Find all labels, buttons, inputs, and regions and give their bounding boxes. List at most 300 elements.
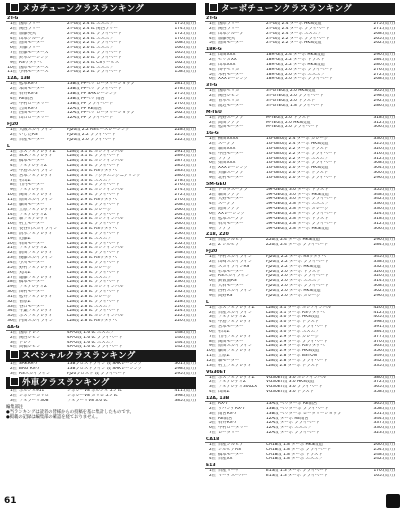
power-value: 160.(馬力)	[174, 65, 196, 70]
rank: 2位	[9, 26, 17, 31]
engine-spec: L28改 2.8 tc ホシノインパル	[67, 217, 124, 222]
engine-section-header: CA18	[205, 437, 395, 443]
driver-name: 野村フェアレディ	[19, 265, 53, 270]
engine-spec: L28改 2.8 tc プライベート	[67, 241, 120, 246]
rank: 7位	[9, 111, 17, 116]
rank: 11位	[7, 198, 17, 202]
power-value: 272.(馬力)	[174, 193, 196, 198]
driver-name: 国際ラリー	[19, 22, 41, 26]
engine-spec: L28改 2.8 tc エスエフ	[67, 304, 112, 309]
power-value: 295.(馬力)	[174, 372, 196, 376]
rank: 1位	[9, 388, 17, 393]
engine-section-header: FJ20	[6, 122, 196, 128]
power-value: 256.(馬力)	[174, 231, 196, 236]
driver-name: XXレーシング	[218, 212, 246, 216]
engine-spec: L28改 2.8 ターボ トラスト	[266, 363, 320, 368]
ranking-row	[205, 104, 395, 109]
engine-spec: 13Bプロストライン 改 SAKレーシング	[67, 367, 143, 372]
driver-name: 大野モーター	[218, 197, 244, 202]
engine-spec: 1G-GEU改 2.0 ターボ トラスト	[266, 171, 329, 176]
engine-spec: L28改 3.1 ターボ RSワタナベ	[266, 310, 325, 315]
driver-name: 加藤英夫	[19, 31, 37, 36]
rank: 8位	[208, 288, 216, 293]
driver-name: RX-7	[218, 402, 228, 406]
engine-spec: FJ20改 2.2 ターボ HKS改造	[266, 264, 321, 269]
driver-name: 北村モーター	[218, 175, 244, 180]
power-value: 240.(馬力)	[174, 270, 196, 275]
rank: 8位	[9, 55, 17, 60]
driver-name: 杉本モーター	[218, 269, 244, 274]
rank: 5位	[9, 101, 17, 106]
engine-spec: 5M-GEU改 2.8 ターボ プライベート	[266, 212, 338, 216]
engine-spec: 12A改 ターボ プライベート	[266, 431, 320, 436]
engine-spec: VG30ET改 3.0 トラスト	[266, 390, 314, 395]
engine-spec: 5M-GEU改 2.8 ターボ ガレージ	[266, 207, 329, 212]
banner-square-icon	[10, 3, 19, 12]
rank: 2位	[9, 393, 17, 398]
driver-name: 石井RX-7	[218, 421, 237, 426]
power-value: 163.(馬力)	[174, 55, 196, 60]
power-value: 271.(馬力)	[373, 26, 395, 31]
rank: 5位	[208, 274, 216, 279]
rank: 2位	[9, 87, 17, 92]
driver-name: 山本XXX	[218, 62, 236, 67]
power-value: 266.(馬力)	[174, 207, 196, 212]
rank: 3位	[9, 159, 17, 164]
ranking-banner	[6, 377, 196, 389]
rank: 12位	[7, 202, 17, 207]
power-value: 276.(馬力)	[373, 67, 395, 72]
power-value: 262.(馬力)	[373, 41, 395, 46]
power-value: 254.(馬力)	[174, 236, 196, 241]
power-value: 222.(馬力)	[174, 137, 196, 142]
driver-name: 宮本モーター	[218, 325, 244, 330]
engine-spec: 12A改 PP RE雨宮	[67, 106, 102, 111]
power-value: 284.(馬力)	[373, 243, 395, 248]
engine-spec: L28改 2.8 tc プライベート	[67, 290, 120, 295]
power-value: 411.(馬力)	[174, 388, 196, 393]
power-value: 228.(馬力)	[174, 128, 196, 133]
engine-spec: 5M-GEU改 2.8 ターボ トラスト	[266, 216, 329, 221]
power-value: 420.(馬力)	[373, 305, 395, 310]
driver-name: ソアラ	[218, 156, 231, 161]
engine-spec: FJ20改 2.0 プライベート	[67, 137, 116, 142]
power-value: 146.(馬力)	[174, 335, 196, 340]
rank: 2位	[9, 154, 17, 159]
rank: 7位	[208, 284, 216, 289]
engine-spec: L28改 2.8 tc ホシノインパル	[67, 285, 124, 290]
rank: 7位	[208, 431, 216, 436]
driver-name: 鈴木レーシング	[19, 55, 49, 60]
engine-spec: 18R-G改 2.4 ターボ HKS改造	[266, 53, 325, 58]
driver-name: 高田ソアラ	[218, 120, 240, 125]
rank: 2位	[208, 243, 216, 248]
power-value: 351.(馬力)	[373, 411, 395, 416]
power-value: 268.(馬力)	[174, 202, 196, 207]
engine-spec: L28改 3.0 tc フジタエンジニアリング	[67, 173, 141, 178]
rank: 1位	[208, 22, 216, 26]
engine-spec: L28改 2.8 tc ホシノインパル	[67, 314, 124, 319]
rank: 3位	[9, 137, 17, 142]
power-value: 258.(馬力)	[174, 227, 196, 232]
engine-spec: 2T-G改 2.0 tc エスエフ	[67, 46, 114, 51]
power-value: 272.(馬力)	[373, 72, 395, 77]
power-value: 275.(馬力)	[174, 91, 196, 96]
power-value: 158.(馬力)	[174, 70, 196, 75]
driver-name: 杉山Z	[218, 329, 230, 334]
rank: 24位	[7, 260, 17, 265]
driver-name: 橋本モーター	[19, 280, 45, 285]
ranking-row	[205, 227, 395, 232]
engine-spec: L28改 3.0 tc RSワタナベ	[67, 168, 117, 173]
driver-name: 山田Z	[218, 390, 230, 395]
ranking-row	[6, 399, 196, 404]
rank: 17位	[7, 227, 17, 232]
engine-spec: 1G-GEU改 2.0 ターボ HKS改造	[266, 166, 329, 171]
engine-spec: L28改 2.8 tc エスエフ	[67, 275, 112, 280]
rank: 2位	[208, 474, 216, 479]
driver-name: 中西モーター	[218, 151, 244, 156]
driver-name: 木村モーター	[218, 72, 244, 77]
power-value: 372.(馬力)	[373, 380, 395, 385]
power-value: 278.(馬力)	[174, 87, 196, 92]
engine-spec: 18R-G改 2.2 ターボ トラスト	[266, 58, 325, 63]
engine-spec: 2T-G改 2.4 tc CSサービス	[67, 60, 120, 65]
page-number: 61	[4, 496, 17, 506]
ranking-row	[6, 319, 196, 324]
engine-spec: 2T-G改 2.4 tc プライベート	[67, 31, 122, 36]
power-value: 330.(馬力)	[373, 207, 395, 212]
driver-name: 佐藤モーターズ	[19, 51, 49, 56]
rank: 20位	[7, 241, 17, 246]
power-value: 248.(馬力)	[174, 251, 196, 256]
rank: 5位	[208, 325, 216, 330]
rank: 4位	[9, 36, 17, 41]
power-value: 162.(馬力)	[174, 60, 196, 65]
rank: 1位	[208, 115, 216, 120]
engine-spec: L28改 3.0 ターボ プライベート	[266, 325, 328, 330]
driver-name: 池田ソアラ	[218, 207, 240, 212]
rank: 16位	[7, 222, 17, 227]
engine-spec: 13Bプロストライン 改 SAKレーシング	[67, 362, 143, 367]
rank: 2位	[208, 94, 216, 99]
engine-section-header: 18R-G	[205, 47, 395, 53]
power-value: 314.(馬力)	[373, 279, 395, 284]
engine-spec: L28改 2.8 tc RSワタナベ	[67, 256, 117, 261]
rank: 1位	[208, 255, 216, 260]
driver-name: 前田フェアレディ	[19, 251, 53, 256]
editor-notes	[6, 405, 196, 420]
engine-spec: L28改 2.8 tc ホシノインパル	[67, 246, 124, 251]
rank: 7位	[9, 51, 17, 56]
power-value: 258.(馬力)	[174, 116, 196, 121]
rank: 6位	[9, 106, 17, 111]
engine-spec: L28改 2.9 ターボ RSワタナベ	[266, 344, 325, 349]
rank: 32位	[7, 299, 17, 304]
engine-spec: シボレーV8 ポルシェ 5.7 tc	[67, 388, 122, 393]
power-value: 332.(馬力)	[373, 264, 395, 269]
driver-name: 日産スカイライン	[218, 310, 253, 315]
power-value: 306.(馬力)	[373, 226, 395, 231]
power-value: 356.(馬力)	[373, 349, 395, 354]
rank: 2位	[208, 142, 216, 147]
power-value: 166.(馬力)	[174, 46, 196, 51]
driver-name: 小林モータース	[19, 70, 49, 75]
power-value: 286.(馬力)	[373, 103, 395, 108]
power-value: 228.(馬力)	[174, 299, 196, 304]
power-value: 268.(馬力)	[373, 77, 395, 82]
engine-spec: 18R-G改 2.0 ターボ エスエフ	[266, 72, 325, 77]
power-value: 278.(馬力)	[174, 178, 196, 183]
power-value: 338.(馬力)	[373, 259, 395, 264]
rank: 27位	[7, 275, 17, 280]
engine-spec: 4A-G改 1.6 tc プライベート	[67, 335, 123, 340]
driver-name: 中島スカイライン	[19, 168, 54, 173]
power-value: 281.(馬力)	[174, 82, 196, 87]
power-value: 272.(馬力)	[174, 96, 196, 101]
engine-section-header: 5M-GEU	[205, 182, 395, 188]
rank: 4位	[9, 164, 17, 169]
engine-spec: 13B改 PPペリ ロータリーショップ	[67, 82, 135, 87]
driver-name: 原田スカイライン	[19, 198, 54, 202]
rank: 8位	[208, 221, 216, 226]
ranking-row	[205, 77, 395, 82]
engine-spec: L28改 3.0 tc プライベート	[67, 164, 120, 169]
driver-name: 関西レビン	[218, 94, 240, 99]
driver-name: マーチスーパー	[218, 474, 248, 479]
engine-spec: 18R-G改 2.2 ターボ HKS改造	[266, 62, 325, 67]
power-value: 165.(馬力)	[174, 51, 196, 56]
power-value: 222.(馬力)	[174, 314, 196, 319]
power-value: 312.(馬力)	[373, 221, 395, 226]
power-value: 283.(馬力)	[174, 168, 196, 173]
driver-name: ボスフェアレディZ	[218, 375, 255, 380]
power-value: 275.(馬力)	[373, 22, 395, 26]
driver-name: 後藤スカイライン	[19, 256, 54, 261]
driver-name: 長谷川スカイライン	[19, 227, 58, 232]
rank: 9位	[208, 293, 216, 298]
engine-spec: 1G-GEU改 2.2 ターボ トラスト	[266, 146, 329, 151]
power-value: 220.(馬力)	[174, 319, 196, 324]
rank: 4位	[208, 103, 216, 108]
driver-name: 石井RX-3	[19, 91, 38, 96]
power-value: 230.(馬力)	[174, 294, 196, 299]
ranking-banner	[205, 3, 395, 15]
engine-spec: 13B改 PPペリ プライベート	[67, 87, 122, 92]
rank: 1位	[9, 22, 17, 26]
driver-name: フェラーリ308	[19, 398, 49, 403]
power-value: 284.(馬力)	[373, 58, 395, 63]
engine-spec: 2T-G改 2.4 tc エスエフ	[67, 36, 114, 41]
driver-name: フェアレディZ	[218, 315, 246, 320]
engine-spec: L28改 2.8 tc RSワタナベ	[67, 319, 117, 324]
rank: 5位	[208, 421, 216, 426]
rank: 3位	[208, 62, 216, 67]
power-value: 174.(馬力)	[174, 26, 196, 31]
engine-spec: VG30ET改 3.0 プライベート	[266, 385, 323, 390]
power-value: 312.(馬力)	[373, 120, 395, 125]
engine-spec: L28改 2.8 tc ガレージ	[67, 294, 112, 299]
power-value: 260.(馬力)	[174, 222, 196, 227]
driver-name: 斉藤ラリー	[19, 46, 41, 51]
engine-spec: VG30ET改 3.0 ホシノインパル	[266, 375, 327, 380]
power-value: 330.(馬力)	[373, 137, 395, 142]
rank: 7位	[9, 178, 17, 183]
driver-name: 山本グループ	[218, 31, 244, 36]
right-column	[205, 3, 395, 479]
driver-name: セリカXX	[218, 58, 237, 63]
engine-spec: FJ20改 2.0 ターボ HKS改造	[266, 288, 321, 293]
power-value: 355.(馬力)	[373, 187, 395, 192]
rank: 4位	[208, 320, 216, 325]
ranking-row	[6, 70, 196, 75]
engine-spec: 2T-G改 2.4 tc 関西ラリー	[67, 26, 118, 31]
rank: 23位	[7, 256, 17, 261]
banner-title: 外車クラスランキング	[22, 377, 110, 388]
engine-spec: 5M-GEU改 3.0 ターボ プライベート	[266, 197, 338, 202]
rank: 1位	[208, 89, 216, 94]
engine-section-header: L	[205, 300, 395, 306]
power-value: 234.(馬力)	[174, 285, 196, 290]
engine-spec: 13B改 ペリターボ プライベート	[266, 406, 329, 411]
driver-name: 島田モーター	[19, 41, 45, 46]
power-value: 344.(馬力)	[373, 416, 395, 421]
engine-spec: 12A改 PP プライベート	[67, 116, 114, 121]
driver-name: 石川モーター	[218, 221, 244, 226]
driver-name: 関西ラリー	[19, 26, 41, 31]
rank: 9位	[9, 60, 17, 65]
driver-name: 国際セリカ	[218, 89, 240, 94]
engine-spec: 1G-GEU改 2.2 ターボ プライベート	[266, 151, 337, 156]
engine-spec: L28改 2.8 tc プライベート	[67, 280, 120, 285]
rank: 10位	[7, 65, 17, 70]
power-value: 324.(馬力)	[373, 212, 395, 216]
engine-spec: FJ20改 2.0 ターボ トラスト	[266, 269, 321, 274]
rank: 19位	[7, 236, 17, 241]
power-value: 287.(馬力)	[174, 159, 196, 164]
engine-spec: M-TEU改 2.0 HKS改造	[266, 120, 311, 125]
rank: 3位	[208, 146, 216, 151]
engine-spec: 1G-GEU改 2.2 ターボ エスエフ	[266, 156, 329, 161]
driver-name: フェアレディ300ZX	[218, 385, 258, 390]
engine-spec: L28改 3.0 tc ホシノインパル	[67, 159, 124, 164]
driver-name: フェアレディZ	[218, 380, 246, 385]
engine-section-header: M-TEU	[205, 110, 395, 116]
power-value: 260.(馬力)	[373, 442, 395, 447]
engine-spec: 1G-GEU改 2.0 ターボ プライベート	[266, 161, 337, 166]
driver-name: 西田モーター	[19, 111, 45, 116]
driver-name: 国際モータース	[19, 65, 49, 70]
driver-name: 竹内モーター	[19, 183, 45, 188]
driver-name: トヨタスープラ	[218, 187, 248, 192]
driver-name: 青木セリカ	[218, 98, 240, 103]
rank: 3位	[208, 411, 216, 416]
engine-spec: 5M-GEU改 2.8 ターボ プライベート	[266, 221, 338, 226]
engine-spec: 18R-G改 2.0 ターボ プライベート	[266, 67, 334, 72]
rank: 6位	[208, 77, 216, 82]
rank: 4位	[208, 457, 216, 462]
engine-spec: 13B改 PPペリ 雨宮	[67, 96, 105, 101]
driver-name: 近藤Z	[19, 236, 31, 241]
rank: 26位	[7, 270, 17, 275]
power-value: 242.(馬力)	[174, 265, 196, 270]
rank: 30位	[7, 290, 17, 295]
power-value: 301.(馬力)	[174, 362, 196, 367]
driver-name: RSスカイライン	[19, 372, 51, 376]
power-value: 358.(馬力)	[373, 406, 395, 411]
engine-section-header: Z18, Z20	[205, 232, 395, 238]
engine-spec: 5M-GEU改 2.8 ターボ HKS改造	[266, 226, 329, 231]
engine-spec: L28改 2.8 ターボ プライベート	[266, 358, 328, 363]
rank: 5位	[9, 41, 17, 46]
engine-spec: 5M-GEU改 3.0 ターボ トラスト	[266, 187, 329, 192]
note-line: 編集部注	[6, 405, 24, 411]
driver-name: 村上モーター	[19, 222, 45, 227]
ranking-row	[6, 116, 196, 121]
rank: 1位	[208, 137, 216, 142]
engine-spec: シボレーV8 カマロ 5.7 tc	[67, 393, 118, 398]
engine-spec: M-TEU改 2.0 トラスト	[266, 115, 311, 120]
engine-spec: 2T-G改 2.2 ターボ プライベート	[266, 36, 330, 41]
driver-name: ロータリー	[218, 431, 240, 436]
engine-spec: L28改 2.9 tc プライベート	[67, 202, 120, 207]
engine-section-header: 2T-G	[6, 16, 196, 22]
engine-section-header: 4A-G	[6, 325, 196, 331]
power-value: 246.(馬力)	[174, 256, 196, 261]
rank: 3位	[208, 197, 216, 202]
power-value: 175.(馬力)	[174, 22, 196, 26]
engine-spec: L28改 2.8 tc プライベート	[67, 299, 120, 304]
power-value: 385.(馬力)	[174, 398, 196, 403]
power-value: 365.(馬力)	[373, 385, 395, 390]
driver-name: 岡田モーター	[218, 339, 244, 344]
engine-spec: 2T-G改 2.4 ターボ HKS改造	[266, 22, 322, 26]
driver-name: 森モーター	[218, 358, 240, 363]
rank: 15位	[7, 217, 17, 222]
rank: 1位	[9, 128, 17, 133]
rank: 3位	[9, 372, 17, 376]
power-value: 318.(馬力)	[373, 115, 395, 120]
driver-name: 柳田XXXX	[218, 137, 239, 142]
rank: 2位	[208, 310, 216, 315]
rank: 3位	[9, 398, 17, 403]
power-value: 292.(馬力)	[373, 98, 395, 103]
power-value: 290.(馬力)	[373, 53, 395, 58]
rank: 2位	[208, 447, 216, 452]
engine-spec: 2T-G改 2.4 ターボ エスエフ	[266, 31, 322, 36]
engine-spec: L28改 2.8 tc プライベート	[67, 231, 120, 236]
driver-name: 橋本モーター	[218, 452, 244, 457]
engine-spec: 5M-GEU改 3.0 ターボ HKS改造	[266, 192, 329, 197]
engine-spec: FJ20改 2.2 ターボ プライベート	[266, 259, 329, 264]
rank: 13位	[7, 207, 17, 212]
power-value: 224.(馬力)	[174, 309, 196, 314]
rank: 1位	[208, 305, 216, 310]
rank: 13位	[206, 363, 216, 368]
engine-spec: L28改 3.1 tc ホシノインパル	[67, 149, 124, 154]
power-value: 365.(馬力)	[373, 402, 395, 406]
engine-spec: 13B改 PP SAKレーシング	[67, 91, 118, 96]
rank: 14位	[7, 212, 17, 217]
power-value: 144.(馬力)	[174, 340, 196, 345]
rank: 4位	[208, 202, 216, 207]
engine-spec: CA18改 1.8 ターボ プライベート	[266, 447, 332, 452]
driver-name: 森田XXX	[218, 146, 236, 151]
power-value: 316.(馬力)	[373, 151, 395, 156]
power-value: 172.(馬力)	[174, 31, 196, 36]
rank: 6位	[9, 173, 17, 178]
power-value: 325.(馬力)	[373, 142, 395, 147]
